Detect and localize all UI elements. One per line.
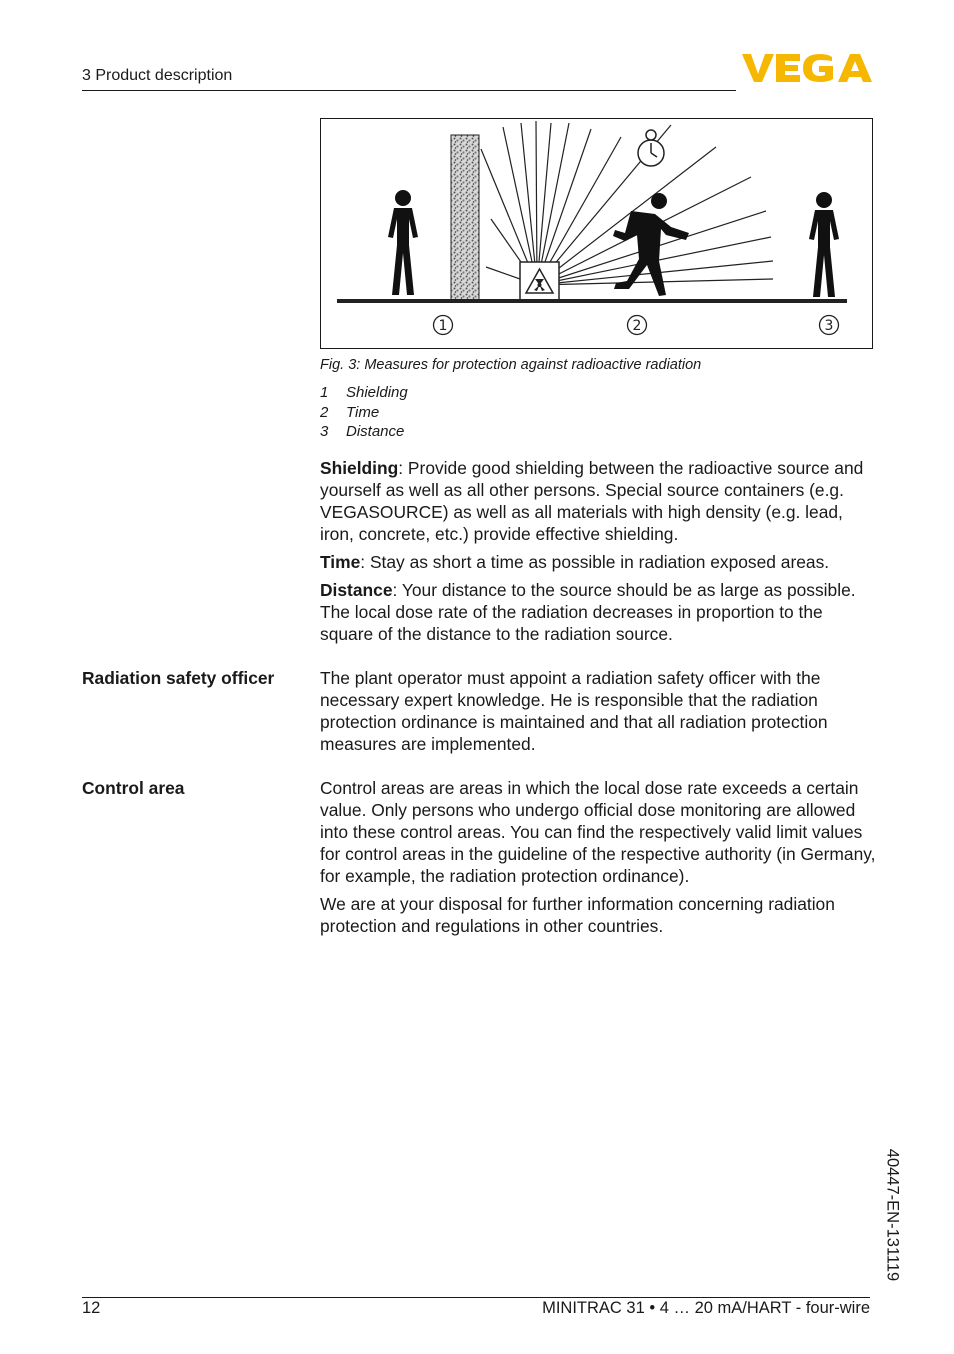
legend-number: 1 bbox=[320, 384, 329, 401]
stopwatch-icon bbox=[638, 130, 664, 166]
legend-item bbox=[320, 403, 408, 423]
header-rule bbox=[82, 90, 736, 91]
rso-text: The plant operator must appoint a radiation safety officer with the necessary expert knowledge. He is responsible that the radiation protection ordinance is maintained and that all radiation protection measures are implemented. bbox=[320, 668, 828, 754]
legend-item bbox=[320, 383, 408, 403]
control-area-text bbox=[320, 777, 876, 937]
section-title: 3 Product description bbox=[82, 67, 233, 84]
radiation-protection-figure bbox=[320, 118, 873, 349]
distance-term: Distance bbox=[320, 580, 393, 600]
person-distant-icon bbox=[809, 192, 839, 297]
radioactive-source bbox=[520, 262, 559, 300]
ground-line bbox=[337, 299, 847, 303]
legend-label: Time bbox=[346, 403, 380, 421]
document-id: 40447-EN-131119 bbox=[883, 1148, 902, 1282]
legend-number: 3 bbox=[320, 423, 329, 440]
person-running-icon bbox=[613, 193, 689, 296]
figure-markers bbox=[434, 316, 839, 335]
time-paragraph: Time: Stay as short a time as possible in radiation exposed areas. bbox=[320, 552, 830, 572]
shielding-paragraph: Shielding: Provide good shielding between the radioactive source and yourself as well as all other persons. Special source containers (e.g. VEGASOURCE) as well as all materials with high density (e.g. lead, iron, concrete, etc.) provide effective shielding. bbox=[320, 458, 864, 544]
contact-paragraph: We are at your disposal for further information concerning radiation protection and regulations in other countries. bbox=[320, 894, 835, 936]
measures-text bbox=[320, 457, 876, 645]
figure-legend bbox=[320, 383, 408, 442]
control-area-paragraph: Control areas are areas in which the local dose rate exceeds a certain value. Only persons who undergo official dose monitoring are allowed into these control areas. You can find the respectively valid limit values for control areas in the guideline of the respective authority (in Germany, for example, the radiation protection ordinance). bbox=[320, 778, 876, 886]
figure-caption: Fig. 3: Measures for protection against radioactive radiation bbox=[320, 357, 702, 373]
control-area-heading: Control area bbox=[82, 778, 185, 798]
time-term: Time bbox=[320, 552, 361, 572]
legend-item bbox=[320, 422, 408, 442]
distance-paragraph: Distance: Your distance to the source should be as large as possible. The local dose rate of the radiation decreases in proportion to the square of the distance to the radiation source. bbox=[320, 580, 856, 644]
rso-heading: Radiation safety officer bbox=[82, 668, 275, 688]
legend-number: 2 bbox=[320, 403, 329, 421]
shielding-term: Shielding bbox=[320, 458, 399, 478]
person-shielded-icon bbox=[388, 190, 418, 295]
page-number: 12 bbox=[82, 1299, 101, 1317]
legend-label: Distance bbox=[346, 423, 405, 440]
shielding-wall bbox=[451, 135, 479, 301]
legend-label: Shielding bbox=[346, 384, 408, 401]
marker-1: 1 bbox=[438, 318, 448, 334]
vega-logo bbox=[742, 52, 872, 84]
footer-rule bbox=[82, 1297, 870, 1298]
footer-title: MINITRAC 31 • 4 … 20 mA/HART - four-wire bbox=[542, 1299, 870, 1317]
radiation-rays bbox=[481, 121, 773, 285]
marker-3: 3 bbox=[824, 318, 834, 334]
marker-2: 2 bbox=[632, 318, 642, 334]
vega-logo-glyphs bbox=[742, 54, 872, 82]
